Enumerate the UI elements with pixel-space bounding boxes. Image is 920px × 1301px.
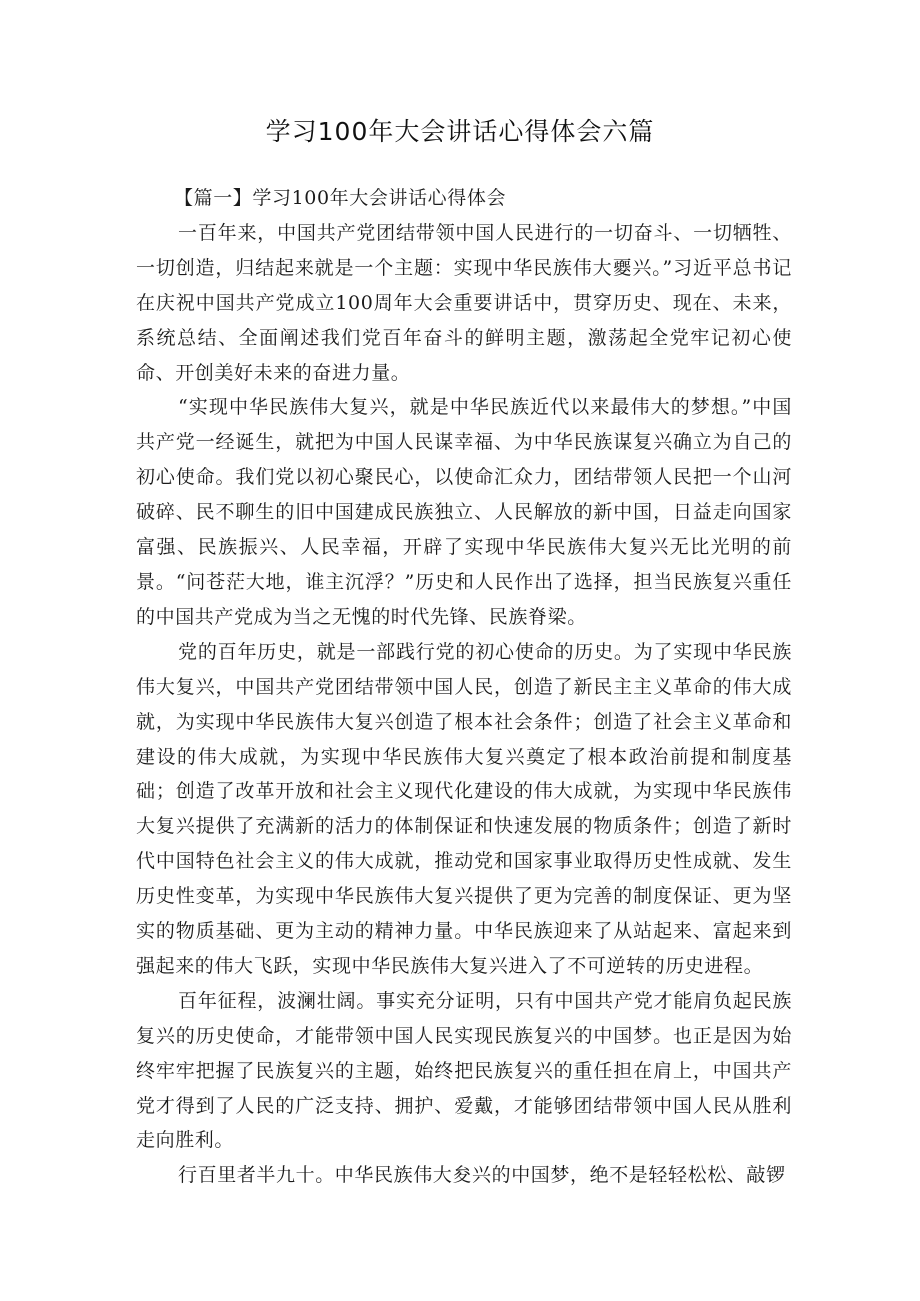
paragraph-1: 一百年来，中国共产党团结带领中国人民进行的一切奋斗、一切牺牲、一切创造，归结起来就是一个主题：实现中华民族伟大夒兴。”习近平总书记在庆祝中国共产党成立100周年大会重要讲话中，贯穿历史、现在、未来，系统总结、全面阐述我们党百年奋斗的鲜明主题，激荡起全党牢记初心使命、开创美好未来的奋进力量。 (136, 221, 792, 384)
document-title: 学习100年大会讲话心得体会六篇 (265, 117, 655, 146)
paragraph-5: 行百里者半九十。中华民族伟大夋兴的中国梦，绝不是轻轻松松、敲锣 (178, 1164, 786, 1187)
paragraph-3: 党的百年历史，就是一部践行党的初心使命的历史。为了实现中华民族伟大复兴，中国共产党团结带领中国人民，创造了新民主主义革命的伟大成就，为实现中华民族伟大复兴创造了根本社会条件；创造了社会主义革命和建设的伟大成就，为实现中华民族伟大复兴奠定了根本政治前提和制度基础；创造了改革开放和社会主义现代化建设的伟大成就，为实现中华民族伟大复兴提供了充满新的活力的体制保证和快速发展的物质条件；创造了新时代中国特色社会主义的伟大成就，推动党和国家事业取得历史性成就、发生历史性变革，为实现中华民族伟大复兴提供了更为完善的制度保证、更为坚实的物质基础、更为主动的精神力量。中华民族迎来了从站起来、富起来到强起来的伟大飞跃，实现中华民族伟大复兴进入了不可逆转的历史进程。 (136, 640, 792, 977)
section-heading: 【篇一】学习100年大会讲话心得体会 (174, 187, 507, 209)
paragraph-2: “实现中华民族伟大复兴，就是中华民族近代以来最伟大的梦想。”中国共产党一经诞生，就把为中国人民谋幸福、为中华民族谋复兴确立为自己的初心使命。我们党以初心聚民心，以使命汇众力，团结带领人民把一个山河破碎、民不聊生的旧中国建成民族独立、人民解放的新中国，日益走向国家富强、民族振兴、人民幸福，开辟了实现中华民族伟大复兴无比光明的前景。“问苍茫大地，谁主沉浮？”历史和人民作出了选择，担当民族复兴重任的中国共产党成为当之无愧的时代先锋、民族脊梁。 (136, 396, 792, 628)
paragraph-4: 百年征程，波澜壮阔。事实充分证明，只有中国共产党才能肩负起民族复兴的历史使命，才能带领中国人民实现民族复兴的中国梦。也正是因为始终牢牢把握了民族复兴的主题，始终把民族复兴的重任担在肩上，中国共产党才得到了人民的广泛支持、拥护、爱戴，才能够团结带领中国人民从胜利走向胜利。 (136, 989, 792, 1152)
document-body (136, 181, 792, 1193)
